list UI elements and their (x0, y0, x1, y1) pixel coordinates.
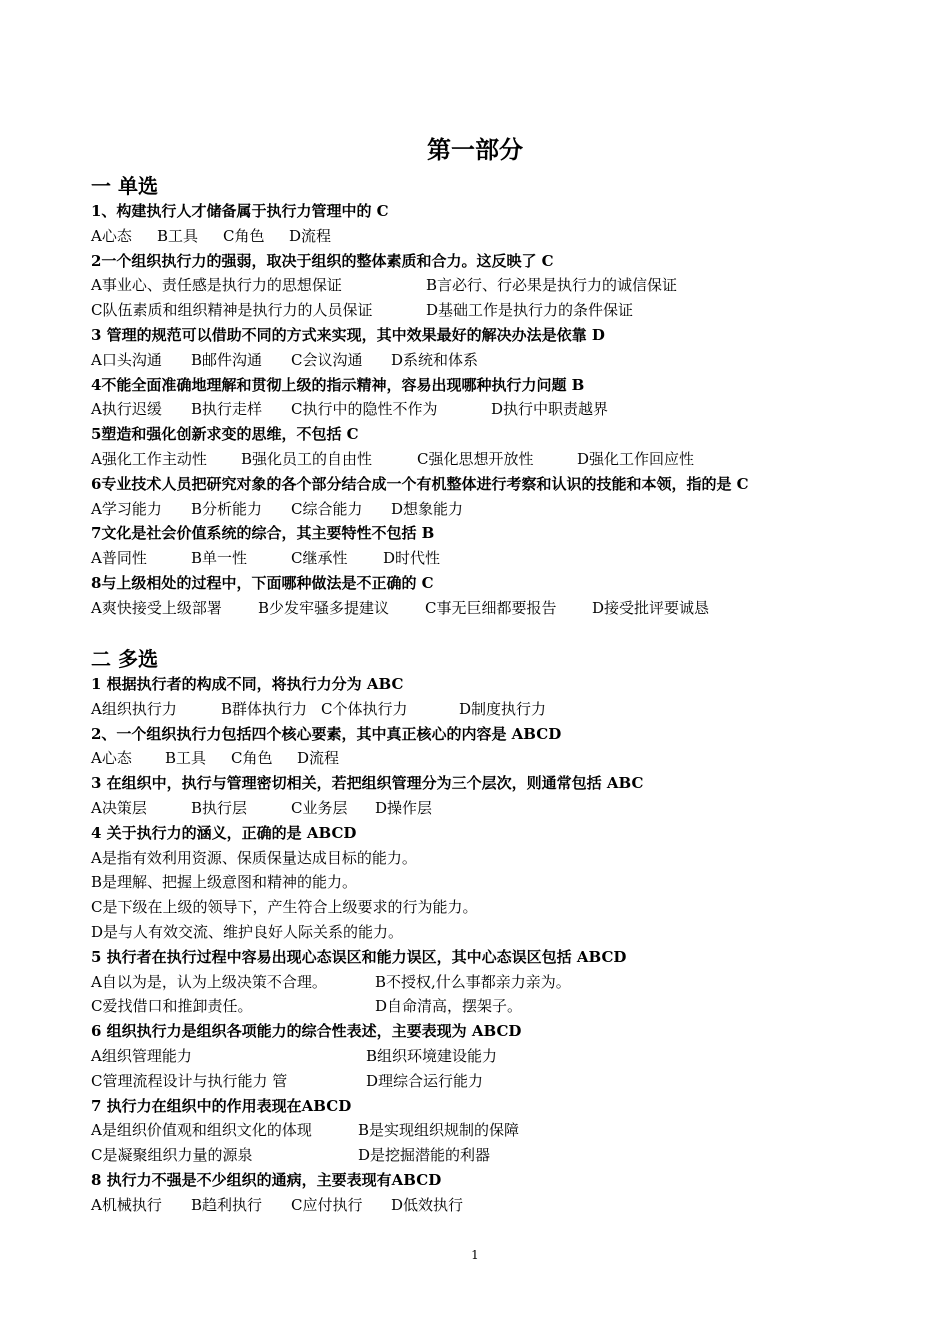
answer-option: D是挖掘潜能的利器 (358, 1146, 491, 1165)
answer-option: C会议沟通 (291, 350, 363, 369)
options-row (91, 348, 871, 373)
question-text: 6 组织执行力是组织各项能力的综合性表述，主要表现为 ABCD (91, 1022, 522, 1041)
answer-option: C执行中的隐性不作为 (291, 400, 438, 419)
answer-option: C角色 (223, 226, 265, 245)
options-row (91, 895, 871, 920)
options-row (91, 273, 871, 298)
options-row (91, 397, 871, 422)
options-row (91, 497, 871, 522)
options-row (91, 994, 871, 1019)
answer-option: C综合能力 (291, 499, 363, 518)
answer-option: A心态 (91, 226, 132, 245)
options-row (91, 298, 871, 323)
answer-option: D制度执行力 (459, 699, 547, 718)
question-text: 4不能全面准确地理解和贯彻上级的指示精神，容易出现哪种执行力问题 B (91, 375, 585, 394)
question-text: 5 执行者在执行过程中容易出现心态误区和能力误区，其中心态误区包括 ABCD (91, 947, 627, 966)
options-row (91, 846, 871, 871)
answer-option: C应付执行 (291, 1195, 363, 1214)
options-row (91, 920, 871, 945)
question-text: 8 执行力不强是不少组织的通病，主要表现有ABCD (91, 1170, 442, 1189)
question-text: 8与上级相处的过程中，下面哪种做法是不正确的 C (91, 573, 434, 592)
question-text: 5塑造和强化创新求变的思维，不包括 C (91, 425, 359, 444)
options-row (91, 224, 871, 249)
answer-option: D接受批评要诚恳 (592, 598, 710, 617)
question-text: 4 关于执行力的涵义，正确的是 ABCD (91, 823, 357, 842)
answer-option: A是组织价值观和组织文化的体现 (91, 1121, 312, 1140)
answer-option: A强化工作主动性 (91, 449, 207, 468)
answer-option: D流程 (297, 749, 340, 768)
answer-option: B邮件沟通 (191, 350, 263, 369)
question-text: 2一个组织执行力的强弱，取决于组织的整体素质和合力。这反映了 C (91, 251, 554, 270)
answer-option: C角色 (231, 749, 273, 768)
answer-option: B是实现组织规制的保障 (358, 1121, 520, 1140)
answer-option: B是理解、把握上级意图和精神的能力。 (91, 873, 358, 892)
section-heading-multiple-choice: 二 多选 (91, 647, 158, 671)
answer-option: C事无巨细都要报告 (425, 598, 557, 617)
answer-option: C是凝聚组织力量的源泉 (91, 1146, 253, 1165)
question-text: 1、构建执行人才储备属于执行力管理中的 C (91, 202, 389, 220)
answer-option: B分析能力 (191, 499, 263, 518)
answer-option: C是下级在上级的领导下，产生符合上级要求的行为能力。 (91, 898, 478, 917)
answer-option: B言必行、行必果是执行力的诚信保证 (426, 276, 678, 295)
answer-option: A口头沟通 (91, 350, 162, 369)
answer-option: C个体执行力 (321, 699, 408, 718)
answer-option: A执行迟缓 (91, 400, 162, 419)
answer-option: D是与人有效交流、维护良好人际关系的能力。 (91, 922, 404, 941)
answer-option: A组织执行力 (91, 699, 177, 718)
question-text: 2、一个组织执行力包括四个核心要素，其中真正核心的内容是 ABCD (91, 724, 562, 743)
answer-option: A事业心、责任感是执行力的思想保证 (91, 276, 342, 295)
answer-option: D时代性 (383, 549, 441, 568)
page-title: 第一部分 (427, 135, 523, 164)
answer-option: A爽快接受上级部署 (91, 598, 222, 617)
options-row (91, 447, 871, 472)
single-choice-questions (91, 199, 871, 621)
answer-option: A组织管理能力 (91, 1046, 192, 1065)
answer-option: B不授权,什么事都亲力亲为。 (375, 972, 571, 991)
answer-option: B趋利执行 (191, 1195, 263, 1214)
answer-option: D强化工作回应性 (577, 449, 695, 468)
options-row (91, 1193, 871, 1218)
answer-option: B群体执行力 (221, 699, 308, 718)
question-text: 3 在组织中，执行与管理密切相关，若把组织管理分为三个层次，则通常包括 ABC (91, 774, 644, 793)
answer-option: A学习能力 (91, 499, 162, 518)
answer-option: B少发牢骚多提建议 (258, 598, 390, 617)
answer-option: C强化思想开放性 (417, 449, 534, 468)
options-row (91, 1143, 871, 1168)
options-row (91, 1044, 871, 1069)
question-text: 7 执行力在组织中的作用表现在ABCD (91, 1096, 352, 1115)
answer-option: C爱找借口和推卸责任。 (91, 997, 253, 1016)
multiple-choice-questions (91, 672, 871, 1218)
answer-option: A决策层 (91, 798, 147, 817)
question-text: 7文化是社会价值系统的综合，其主要特性不包括 B (91, 524, 435, 543)
answer-option: C队伍素质和组织精神是执行力的人员保证 (91, 301, 373, 320)
options-row (91, 970, 871, 995)
options-row (91, 1069, 871, 1094)
question-text: 3 管理的规范可以借助不同的方式来实现，其中效果最好的解决办法是依靠 D (91, 325, 605, 344)
answer-option: B组织环境建设能力 (366, 1046, 498, 1065)
answer-option: D自命清高，摆架子。 (375, 997, 523, 1016)
options-row (91, 746, 871, 771)
section-heading-single-choice: 一 单选 (91, 174, 158, 198)
answer-option: C继承性 (291, 549, 348, 568)
answer-option: D理综合运行能力 (366, 1071, 484, 1090)
answer-option: B单一性 (191, 549, 248, 568)
answer-option: D基础工作是执行力的条件保证 (426, 301, 634, 320)
options-row (91, 697, 871, 722)
answer-option: B执行层 (191, 798, 248, 817)
answer-option: D执行中职责越界 (491, 400, 609, 419)
answer-option: C管理流程设计与执行能力 管 (91, 1071, 288, 1090)
answer-option: A普同性 (91, 549, 147, 568)
answer-option: B工具 (165, 749, 207, 768)
options-row (91, 796, 871, 821)
answer-option: B强化员工的自由性 (241, 449, 373, 468)
answer-option: D操作层 (375, 798, 433, 817)
options-row (91, 596, 871, 621)
answer-option: A自以为是，认为上级决策不合理。 (91, 972, 327, 991)
answer-option: D系统和体系 (391, 350, 479, 369)
answer-option: A机械执行 (91, 1195, 162, 1214)
answer-option: D想象能力 (391, 499, 464, 518)
question-text: 6专业技术人员把研究对象的各个部分结合成一个有机整体进行考察和认识的技能和本领，指的是 C (91, 474, 749, 493)
answer-option: D低效执行 (391, 1195, 464, 1214)
options-row (91, 1118, 871, 1143)
question-text: 1 根据执行者的构成不同，将执行力分为 ABC (91, 675, 404, 693)
answer-option: A是指有效利用资源、保质保量达成目标的能力。 (91, 848, 417, 867)
answer-option: A心态 (91, 749, 132, 768)
options-row (91, 546, 871, 571)
answer-option: C业务层 (291, 798, 348, 817)
options-row (91, 870, 871, 895)
answer-option: D流程 (289, 226, 332, 245)
answer-option: B工具 (157, 226, 199, 245)
page-number: 1 (471, 1248, 479, 1262)
answer-option: B执行走样 (191, 400, 263, 419)
